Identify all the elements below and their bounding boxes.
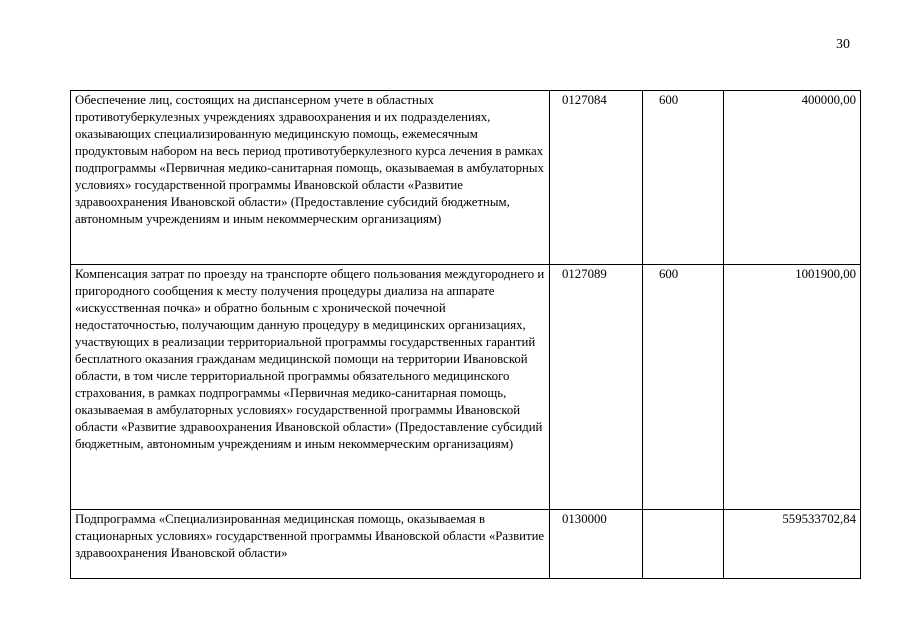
- row-name-cell: [71, 510, 550, 579]
- page-number: 30: [836, 37, 850, 52]
- row-name: Компенсация затрат по проезду на транспорте общего пользования междугороднего и пригородного сообщения к месту получения процедуры диализа на аппарате «искусственная почка» и обратно больным с хронической почечной недостаточностью, получающим данную процедуру в медицинских организациях, участвующих в реализации территориальной программы государственных гарантий бесплатного оказания гражданам медицинской помощи на территории Ивановской области, в том числе территориальной программы обязательного медицинского страхования, в рамках подпрограммы «Первичная медико-санитарная помощь, оказываемая в амбулаторных условиях» государственной программы Ивановской области «Развитие здравоохранения Ивановской области» (Предоставление субсидий бюджетным, автономным учреждениям и иным некоммерческим организациям): [75, 267, 545, 451]
- row-amount: 559533702,84: [724, 510, 861, 579]
- row-amount: 400000,00: [724, 91, 861, 265]
- row-name: Обеспечение лиц, состоящих на диспансерном учете в областных противотуберкулезных учреждениях здравоохранения и их подразделениях, оказывающих специализированную медицинскую помощь, ежемесячным продуктовым набором на весь период противотуберкулезного курса лечения в рамках подпрограммы «Первичная медико-санитарная помощь, оказываемая в амбулаторных условиях» государственной программы Ивановской области «Развитие здравоохранения Ивановской области» (Предоставление субсидий бюджетным, автономным учреждениям и иным некоммерческим организациям): [75, 93, 544, 226]
- table-row: [71, 265, 861, 510]
- table-row: [71, 91, 861, 265]
- row-name-cell: [71, 91, 550, 265]
- table-row: [71, 510, 861, 579]
- budget-table: [70, 90, 861, 579]
- row-expense-type: 600: [643, 91, 724, 265]
- row-name: Подпрограмма «Специализированная медицинская помощь, оказываемая в стационарных условиях» государственной программы Ивановской области «Развитие здравоохранения Ивановской области»: [75, 512, 545, 560]
- row-code: 0127089: [550, 265, 643, 510]
- row-name-cell: [71, 265, 550, 510]
- row-amount: 1001900,00: [724, 265, 861, 510]
- row-code: 0127084: [550, 91, 643, 265]
- row-expense-type: [643, 510, 724, 579]
- row-code: 0130000: [550, 510, 643, 579]
- row-expense-type: 600: [643, 265, 724, 510]
